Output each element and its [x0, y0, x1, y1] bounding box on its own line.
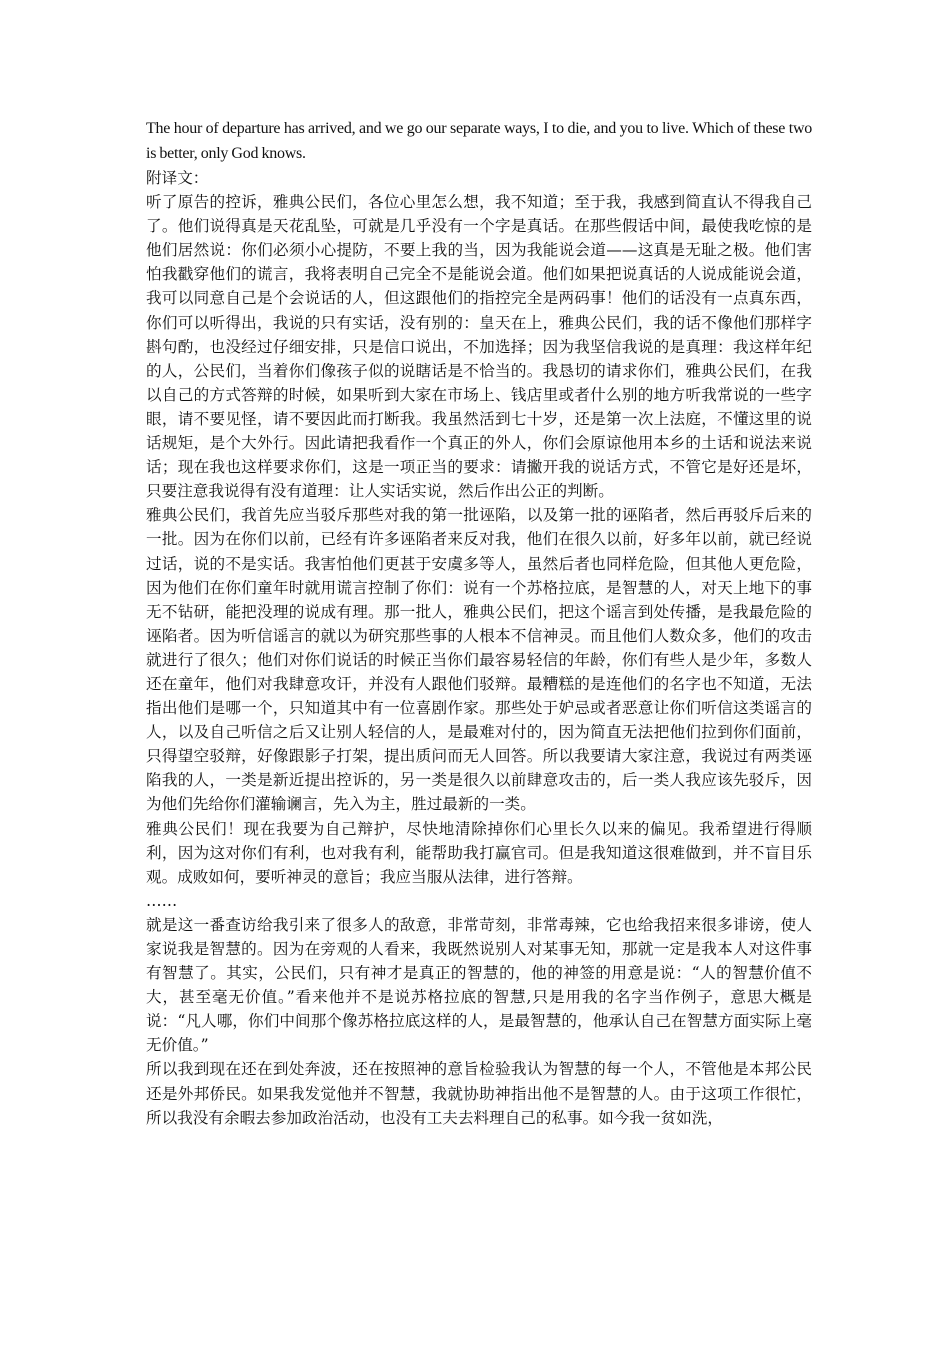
paragraph-4: 就是这一番查访给我引来了很多人的敌意，非常苛刻，非常毒辣，它也给我招来很多诽谤，使人家说我是智慧的。因为在旁观的人看来，我既然说别人对某事无知，那就一定是我本人对这件事有智慧了。其实，公民们，只有神才是真正的智慧的，他的神签的用意是说：“人的智慧价值不大，甚至毫无价值。”看来他并不是说苏格拉底的智慧,只是用我的名字当作例子，意思大概是说：“凡人哪，你们中间那个像苏格拉底这样的人，是最智慧的，他承认自己在智慧方面实际上毫无价值。”	[146, 915, 812, 1055]
paragraph-5: 所以我到现在还在到处奔波，还在按照神的意旨检验我认为智慧的每一个人，不管他是本邦公民还是外邦侨民。如果我发觉他并不智慧，我就协助神指出他不是智慧的人。由于这项工作很忙，所以我没有余暇去参加政治活动，也没有工夫去料理自己的私事。如今我一贫如洗，	[146, 1060, 812, 1127]
document-page	[146, 116, 812, 1130]
translation-heading: 附译文：	[146, 169, 209, 187]
paragraph-2: 雅典公民们，我首先应当驳斥那些对我的第一批诬陷，以及第一批的诬陷者，然后再驳斥后来的一批。因为在你们以前，已经有许多诬陷者来反对我，他们在很久以前，好多年以前，就已经说过话，说的不是实话。我害怕他们更甚于安虞多等人，虽然后者也同样危险，但其他人更危险，因为他们在你们童年时就用谎言控制了你们：说有一个苏格拉底，是智慧的人，对天上地下的事无不钻研，能把没理的说成有理。那一批人，雅典公民们，把这个谣言到处传播，是我最危险的诬陷者。因为听信谣言的就以为研究那些事的人根本不信神灵。而且他们人数众多，他们的攻击就进行了很久；他们对你们说话的时候正当你们最容易轻信的年龄，你们有些人是少年，多数人还在童年，他们对我肆意攻讦，并没有人跟他们驳辩。最糟糕的是连他们的名字也不知道，无法指出他们是哪一个，只知道其中有一位喜剧作家。那些处于妒忌或者恶意让你们听信这类谣言的人，以及自己听信之后又让别人轻信的人，是最难对付的，因为简直无法把他们拉到你们面前，只得望空驳辩，好像跟影子打架，提出质问而无人回答。所以我要请大家注意，我说过有两类诬陷我的人，一类是新近提出控诉的，另一类是很久以前肆意攻击的，后一类人我应该先驳斥，因为他们先给你们灌输谰言，先入为主，胜过最新的一类。	[146, 506, 812, 814]
ellipsis-separator: ……	[146, 891, 178, 910]
paragraph-3: 雅典公民们！现在我要为自己辩护，尽快地清除掉你们心里长久以来的偏见。我希望进行得顺利，因为这对你们有利，也对我有利，能帮助我打赢官司。但是我知道这很难做到，并不盲目乐观。成败如何，要听神灵的意旨；我应当服从法律，进行答辩。	[146, 819, 812, 886]
paragraph-1: 听了原告的控诉，雅典公民们，各位心里怎么想，我不知道；至于我，我感到简直认不得我自己了。他们说得真是天花乱坠，可就是几乎没有一个字是真话。在那些假话中间，最使我吃惊的是他们居然说：你们必须小心提防，不要上我的当，因为我能说会道——这真是无耻之极。他们害怕我戳穿他们的谎言，我将表明自己完全不是能说会道。他们如果把说真话的人说成能说会道，我可以同意自己是个会说话的人，但这跟他们的指控完全是两码事！他们的话没有一点真东西，你们可以听得出，我说的只有实话，没有别的：皇天在上，雅典公民们，我的话不像他们那样字斟句酌，也没经过仔细安排，只是信口说出，不加选择；因为我坚信我说的是真理：我这样年纪的人，公民们，当着你们像孩子似的说瞎话是不恰当的。我恳切的请求你们，雅典公民们，在我以自己的方式答辩的时候，如果听到大家在市场上、钱店里或者什么别的地方听我常说的一些字眼，请不要见怪，请不要因此而打断我。我虽然活到七十岁，还是第一次上法庭，不懂这里的说话规矩，是个大外行。因此请把我看作一个真正的外人，你们会原谅他用本乡的土话和说法来说话；现在我也这样要求你们，这是一项正当的要求：请撇开我的说话方式，不管它是好还是坏，只要注意我说得有没有道理：让人实话实说，然后作出公正的判断。	[146, 193, 812, 501]
english-quote: The hour of departure has arrived, and we go our separate ways, I to die, and you to live. Which of these two is better, only God knows.	[146, 120, 812, 162]
